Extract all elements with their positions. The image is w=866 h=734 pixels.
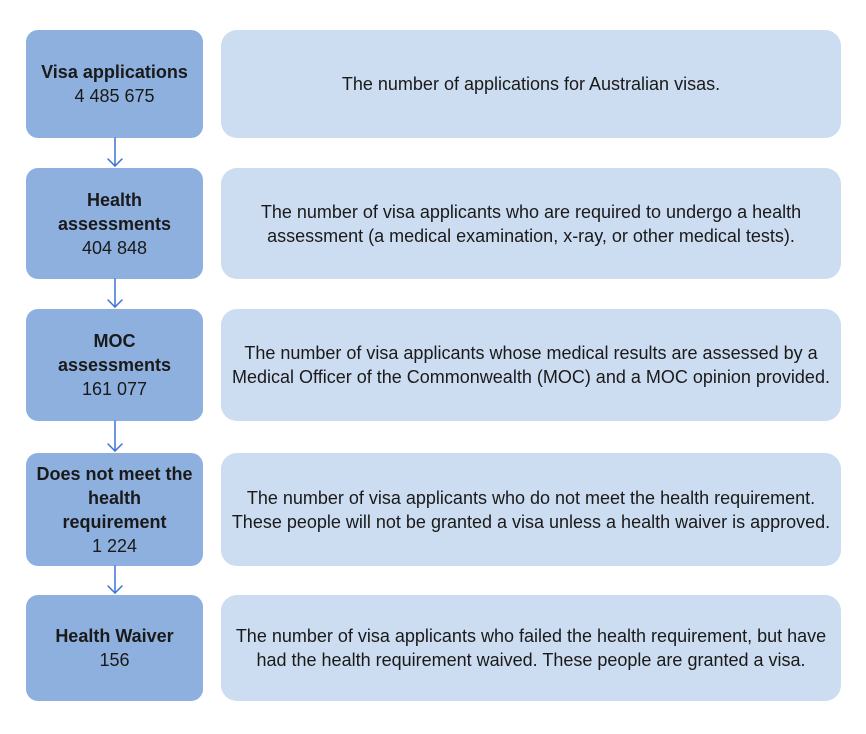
arrow-down-icon xyxy=(108,138,122,166)
step-description: The number of visa applicants whose medical results are assessed by a Medical Officer of the Commonwealth (MOC) and a MOC opinion provided. xyxy=(232,343,830,387)
arrow-down-icon xyxy=(108,421,122,451)
step-description-box xyxy=(221,595,841,701)
arrow-down-icon xyxy=(108,566,122,593)
step-box-moc-assessments xyxy=(26,309,203,421)
step-box-health-assessments xyxy=(26,168,203,279)
step-description: The number of applications for Australian visas. xyxy=(341,74,721,94)
step-description-box xyxy=(221,453,841,566)
step-count: 404 848 xyxy=(81,237,148,258)
step-count: 161 077 xyxy=(81,379,148,399)
step-title: Visa applications xyxy=(41,62,188,82)
step-description-box xyxy=(221,309,841,421)
step-description: The number of visa applicants who do not meet the health requirement. These people will not be granted a visa unless a health waiver is approved. xyxy=(231,487,831,532)
step-box-visa-applications xyxy=(26,30,203,138)
step-description-box xyxy=(221,30,841,138)
arrow-down-icon xyxy=(108,279,122,307)
step-box-does-not-meet xyxy=(26,453,203,566)
step-title: Health Waiver xyxy=(55,626,174,646)
step-description-box xyxy=(221,168,841,279)
step-title: Does not meet the health requirement xyxy=(36,463,193,532)
step-count: 4 485 675 xyxy=(74,86,155,106)
step-description: The number of visa applicants who failed the health requirement, but have had the health requirement waived. These people are granted a visa. xyxy=(235,626,827,670)
step-title: Health assessments xyxy=(57,189,172,234)
step-count: 156 xyxy=(99,650,130,670)
step-title: MOC assessments xyxy=(57,331,172,375)
step-count: 1 224 xyxy=(91,535,138,556)
step-box-health-waiver xyxy=(26,595,203,701)
step-description: The number of visa applicants who are required to undergo a health assessment (a medical examination, x-ray, or other medical tests). xyxy=(260,201,802,246)
